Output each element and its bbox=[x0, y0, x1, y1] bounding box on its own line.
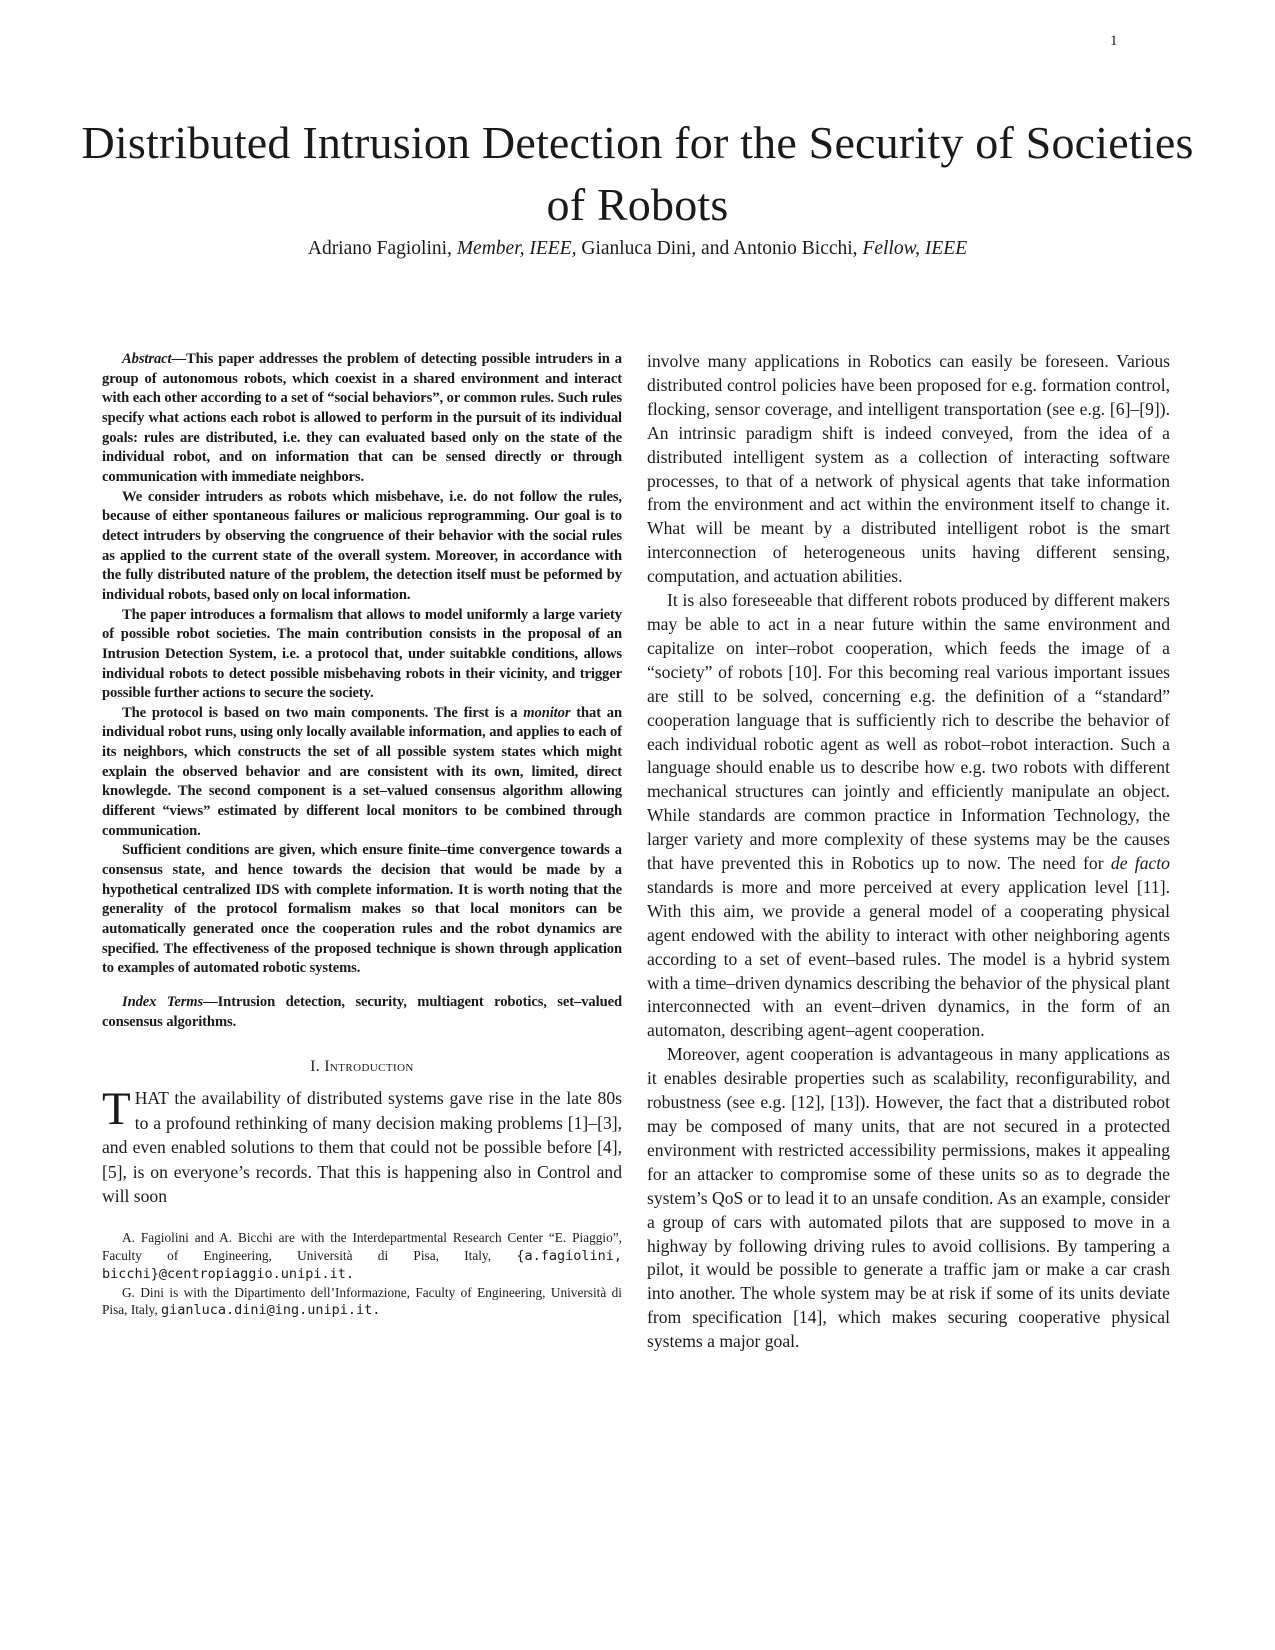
section-heading-introduction bbox=[102, 1058, 622, 1076]
body-paragraph-3: Moreover, agent cooperation is advantageous in many applications as it enables desirable properties such as scalability, reconfigurability, and robustness (see e.g. [12], [13]). However, the fact that a distributed robot may be composed of many units, that are not secured in a protected environment with restricted accessibility permissions, makes it appealing for an attacker to compromise some of these units so as to degrade the system’s QoS or to lead it to an unsafe condition. As an example, consider a group of cars with automated pilots that are supposed to move in a highway by following driving rules to avoid collisions. By tampering a pilot, it would be possible to generate a traffic jam or make a car crash into another. The whole system may be at risk if some of its units deviate from specification [14], which makes securing cooperative physical systems a major goal. bbox=[647, 1044, 1170, 1352]
abstract-paragraph-5: Sufficient conditions are given, which ensure finite–time convergence towards a consensus state, and hence towards the decision that would be made by a hypothetical centralized IDS with complete information. It is worth noting that the generality of the protocol formalism makes so that local monitors can be automatically generated once the cooperation rules and the robot dynamics are specified. The effectiveness of the proposed technique is shown through application to examples of automated robotic systems. bbox=[102, 842, 622, 977]
author-2-3: Gianluca Dini, and Antonio Bicchi, bbox=[581, 238, 858, 259]
footnote-1-email: {a.fagiolini, bicchi}@centropiaggio.unipi.it. bbox=[102, 1247, 623, 1283]
footnote-2-email: gianluca.dini@ing.unipi.it. bbox=[160, 1301, 381, 1318]
monitor-emphasis: monitor bbox=[523, 704, 571, 721]
abstract-paragraph-2: We consider intruders as robots which misbehave, i.e. do not follow the rules, because of either spontaneous failures or malicious reprogramming. Our goal is to detect intruders by observing the congruence of their behavior with the social rules as applied to the current state of the overall system. Moreover, in accordance with the fully distributed nature of the problem, the detection itself must be peformed by individual robots, based only on local information. bbox=[102, 488, 622, 603]
abstract bbox=[102, 350, 622, 1032]
abstract-label: Abstract bbox=[122, 351, 172, 367]
abstract-paragraph-1: Abstract—This paper addresses the problem of detecting possible intruders in a group of autonomous robots, which coexist in a shared environment and interact with each other according to a set of “social behaviors”, or common rules. Such rules specify what actions each robot is allowed to perform in the pursuit of its individual goals: rules are distributed, i.e. they can evaluated based only on the state of the individual robot, and on information that can be sensed directly or through communication with immediate neighbors. bbox=[102, 351, 622, 485]
page-number: 1 bbox=[1110, 33, 1118, 49]
index-terms: Index Terms—Intrusion detection, security, multiagent robotics, set–valued consensus algorithms. bbox=[102, 994, 622, 1030]
drop-cap: T bbox=[102, 1083, 131, 1136]
footnote-2: G. Dini is with the Dipartimento dell’Informazione, Faculty of Engineering, Università di Pisa, Italy, gianluca.dini@ing.unipi.it. bbox=[102, 1284, 622, 1318]
footnotes bbox=[102, 1229, 622, 1319]
index-terms-label: Index Terms bbox=[122, 994, 204, 1010]
right-column bbox=[647, 350, 1170, 1354]
section-number: I. bbox=[310, 1058, 321, 1076]
author-3-role: Fellow, IEEE bbox=[862, 238, 968, 259]
section-title: Introduction bbox=[324, 1058, 414, 1076]
de-facto-emphasis: de facto bbox=[1110, 853, 1170, 874]
body-paragraph-2: It is also foreseeable that different robots produced by different makers may be able to act in a near future within the same environment and capitalize on inter–robot cooperation, which feeds the image of a “society” of robots [10]. For this becoming real various important issues are still to be solved, concerning e.g. the definition of a “standard” cooperation language that is sufficiently rich to describe the behavior of each individual robotic agent as well as robot–robot interaction. Such a language should enable us to describe how e.g. two robots with different mechanical structures can jointly and efficiently manipulate an object. While standards are common practice in Information Technology, the larger variety and more complexity of these systems may be the causes that have prevented this in Robotics up to now. The need for de facto standards is more and more perceived at every application level [11]. With this aim, we provide a general model of a cooperating physical agent endowed with the ability to interact with other neighboring agents according to a set of event–based rules. The model is a hybrid system with a time–driven dynamics describing the behavior of the physical plant interconnected with an event–driven dynamics, in the form of an automaton, describing agent–agent cooperation. bbox=[647, 590, 1170, 1041]
paper-title: Distributed Intrusion Detection for the Security of Societies of Robots bbox=[81, 117, 1194, 230]
footnote-1: A. Fagiolini and A. Bicchi are with the Interdepartmental Research Center “E. Piaggio”, Faculty of Engineering, Università di Pisa, Italy, {a.fagiolini, bicchi}@centropiaggio.unipi.it. bbox=[102, 1230, 623, 1283]
author-1-role: Member, IEEE, bbox=[456, 238, 577, 259]
author-1: Adriano Fagiolini, bbox=[307, 238, 452, 259]
body-paragraph-1: involve many applications in Robotics can easily be foreseen. Various distributed control policies have been proposed for e.g. formation control, flocking, sensor coverage, and intelligent transportation (see e.g. [6]–[9]). An intrinsic paradigm shift is indeed conveyed, from the idea of a distributed intelligent system as a collection of interacting software processes, to that of a network of physical agents that take information from the environment and act within the environment itself to change it. What will be meant by a distributed intelligent robot is the smart interconnection of heterogeneous units having different sensing, computation, and actuation abilities. bbox=[647, 351, 1170, 587]
intro-paragraph: THAT the availability of distributed systems gave rise in the late 80s to a profound rethinking of many decision making problems [1]–[3], and even enabled solutions to them that could not be possible before [4], [5], is on everyone’s records. That this is happening also in Control and will soon bbox=[102, 1083, 622, 1206]
abstract-paragraph-4: The protocol is based on two main components. The first is a monitor that an individual robot runs, using only locally available information, and applies to each of its neighbors, which constructs the set of all possible system states which might explain the observed behavior and are consistent with its own, limited, direct knowlegde. The second component is a set–valued consensus algorithm allowing different “views” estimated by different local monitors to be combined through communication. bbox=[102, 704, 622, 839]
abstract-paragraph-3: The paper introduces a formalism that allows to model uniformly a large variety of possible robot societies. The main contribution consists in the proposal of an Intrusion Detection System, i.e. a protocol that, under suitabkle conditions, allows individual robots to detect possible misbehaving robots in their vicinity, and trigger possible further actions to secure the society. bbox=[102, 606, 622, 702]
left-column bbox=[102, 350, 622, 1319]
author-line bbox=[70, 238, 1205, 260]
intro-lead: HAT bbox=[134, 1088, 169, 1109]
